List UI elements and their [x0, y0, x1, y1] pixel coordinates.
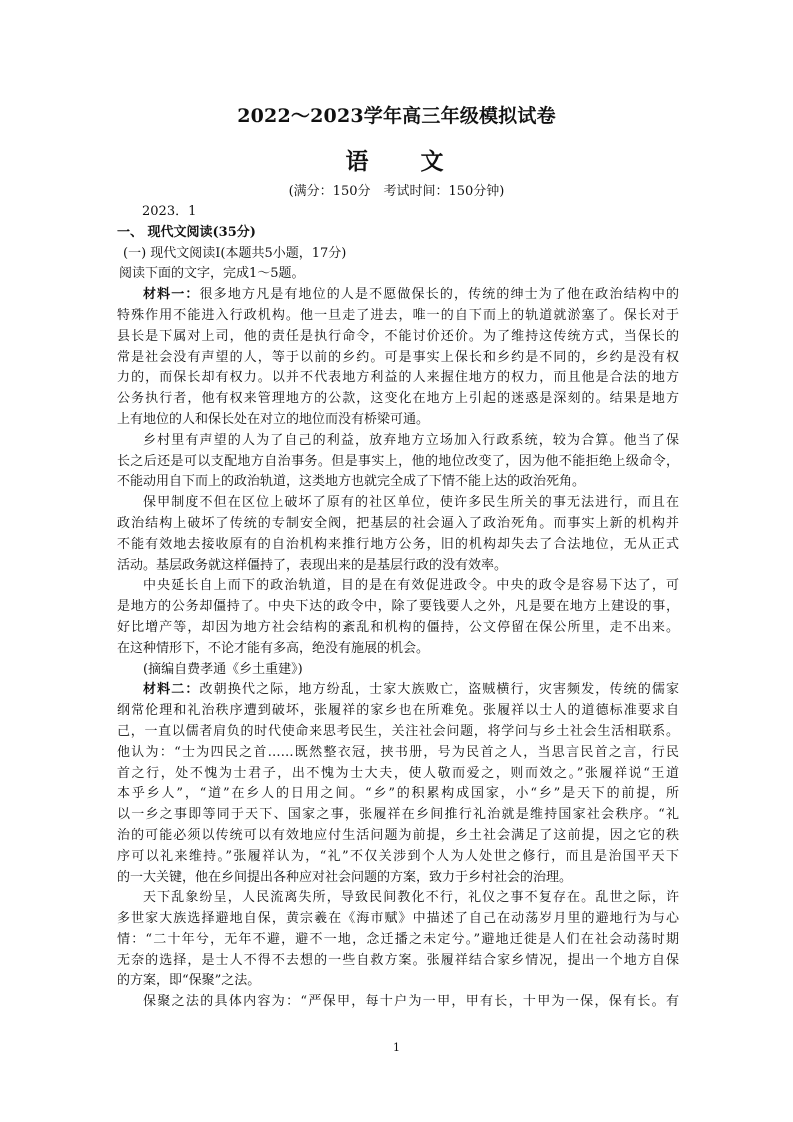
- paragraph: [117, 992, 679, 1013]
- text-line: 情：“二十年兮，无年不避，避不一地，念迁播之未定兮。”避地迁徙是人们在社会动荡时期: [117, 931, 679, 947]
- material-1: [117, 285, 679, 680]
- instruction: 阅读下面的文字，完成1～5题。: [119, 266, 305, 282]
- text-line: 天下乱象纷呈，人民流离失所，导致民间教化不行，礼仪之事不复存在。乱世之际，许: [143, 890, 679, 906]
- text-line: 不能有效地去接收原有的自治机构来推行地方公务，旧的机构却失去了合法地位，无从正式: [117, 536, 679, 552]
- text-line: 己，一直以儒者肩负的时代使命来思考民生，关注社会问题，将学问与乡土社会生活相联系。: [117, 723, 679, 739]
- text-line: 政治结构上破坏了传统的专制安全阀，把基层的社会逼入了政治死角。而事实上新的机构并: [117, 515, 679, 531]
- text-line: 纲常伦理和礼治秩序遭到破坏，张履祥的家乡也在所难免。张履祥以士人的道德标准要求自: [117, 703, 679, 719]
- text-line: 他认为：“士为四民之首……既然整衣冠，挟书册，号为民首之人，当思言民首之言，行民: [117, 744, 679, 760]
- exam-date: 2023．1: [142, 204, 197, 219]
- text-line: 上有地位的人和保长处在对立的地位而没有桥梁可通。: [117, 411, 430, 427]
- text-line: 乡村里有声望的人为了自己的利益，放弃地方立场加入行政系统，较为合算。他当了保: [143, 432, 679, 448]
- text-line: 治的可能必须以传统可以有效地应付生活问题为前提，乡土社会满足了这前提，因之它的秩: [117, 827, 679, 843]
- sub-heading: (一) 现代文阅读Ⅰ(本题共5小题，17分): [123, 245, 347, 261]
- exam-info: (满分：150分 考试时间：150分钟): [288, 184, 505, 199]
- text-line: 是地方的公务却僵持了。中央下达的政令中，除了要钱要人之外，凡是要在地方上建设的事，: [117, 599, 679, 615]
- material-label: 材料二：: [143, 682, 200, 698]
- exam-content: [117, 202, 679, 1013]
- text-line: 在这种情形下，不论才能有多高，绝没有施展的机会。: [117, 640, 430, 656]
- text-line: 常是社会没有声望的人，等于以前的乡约。可是事实上保长和乡约是不同的，乡约是没有权: [117, 349, 679, 365]
- source-citation: (摘编自费孝通《乡土重建》): [143, 661, 303, 677]
- text-line: 活动。基层政务就这样僵持了，表现出来的是基层行政的没有效率。: [117, 557, 508, 573]
- paragraph: [117, 888, 679, 992]
- text-line: 首之行，处不愧为士君子，出不愧为士大夫，使人敬而爱之，则而效之。”张履祥说“王道: [117, 765, 679, 781]
- paragraph: [117, 285, 679, 431]
- paragraph: [117, 493, 679, 576]
- text-line: 长之后还是可以支配地方自治事务。但是事实上，他的地位改变了，因为他不能拒绝上级命令，: [117, 453, 679, 469]
- text-line: 序可以礼来维持。”张履祥认为，“礼”不仅关涉到个人为人处世之修行，而且是治国平天下: [117, 848, 679, 864]
- text-line: 不能动用自下而上的政治轨道，这类地方也就完全成了下情不能上达的政治死角。: [117, 474, 586, 490]
- material-label: 材料一：: [143, 287, 200, 303]
- text-line: 特殊作用不能进入行政机构。他一旦走了进去，唯一的自下而上的轨道就淤塞了。保长对于: [117, 307, 679, 323]
- text-line: 公务执行者，他有权来管理地方的公款，这变化在地方上引起的迷惑是深刻的。结果是地方: [117, 391, 679, 407]
- text-line: 力的，而保长却有权力。以并不代表地方利益的人来握住地方的权力，而且他是合法的地方: [117, 370, 679, 386]
- text-line: 的一大关键，他在乡间提出各种应对社会问题的方案，致力于乡村社会的治理。: [117, 869, 573, 885]
- paragraph: [117, 431, 679, 493]
- page-number: 1: [393, 1041, 400, 1054]
- section-heading: 一、 现代文阅读(35分): [117, 224, 256, 240]
- text-line: 以一乡之事即等同于天下、国家之事，张履祥在乡间推行礼治就是维持国家社会秩序。“礼: [117, 807, 679, 823]
- text-line: 好比增产等，却因为地方社会结构的紊乱和机构的僵持，公文停留在保公所里，走不出来。: [117, 619, 679, 635]
- subject-title: 语文: [345, 148, 496, 175]
- text-line: 材料二：改朝换代之际，地方纷乱，士家大族败亡，盗贼横行，灾害频发，传统的儒家: [143, 682, 679, 698]
- paragraph: [117, 680, 679, 888]
- text-line: 材料一：很多地方凡是有地位的人是不愿做保长的，传统的绅士为了他在政治结构中的: [143, 287, 679, 303]
- text-line: 保甲制度不但在区位上破坏了原有的社区单位，使许多民生所关的事无法进行，而且在: [143, 495, 679, 511]
- text-line: 中央延长自上而下的政治轨道，目的是在有效促进政令。中央的政令是容易下达了，可: [143, 578, 679, 594]
- text-line: 的方案，即“保聚”之法。: [117, 973, 261, 989]
- text-line: 县长是下属对上司，他的责任是执行命令，不能讨价还价。为了维持这传统方式，当保长的: [117, 328, 679, 344]
- text-line: 保聚之法的具体内容为：“严保甲，每十户为一甲，甲有长，十甲为一保，保有长。有: [143, 994, 679, 1010]
- text-line: 无奈的选择，是士人不得不去想的一些自救方案。张履祥结合家乡情况，提出一个地方自保: [117, 952, 679, 968]
- exam-title: 2022～2023学年高三年级模拟试卷: [237, 105, 556, 127]
- text-line: 本乎乡人”，“道”在乡人的日用之间。“乡”的积累构成国家，小“乡”是天下的前提，所: [117, 786, 679, 802]
- paragraph: [117, 576, 679, 659]
- text-line: 多世家大族选择避地自保，黄宗羲在《海市赋》中描述了自己在动荡岁月里的避地行为与心: [117, 911, 679, 927]
- material-2: [117, 680, 679, 1013]
